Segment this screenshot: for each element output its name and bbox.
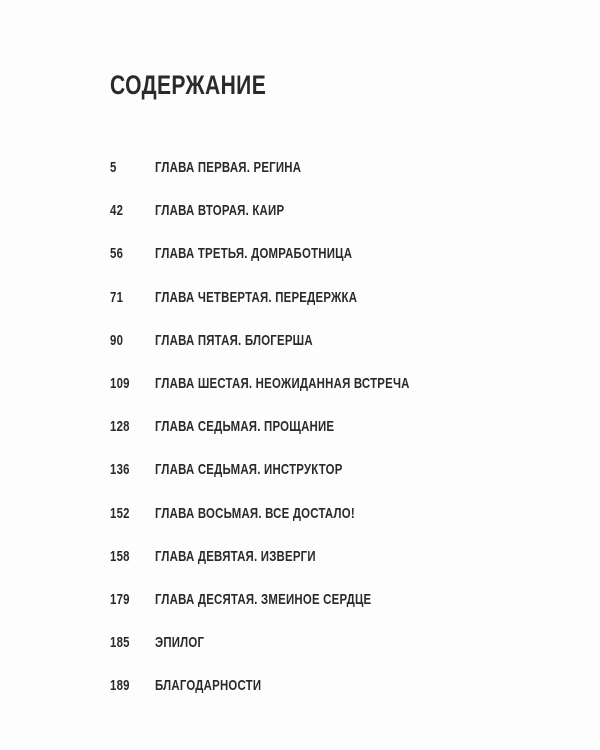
page-number: 56 [110, 245, 124, 263]
chapter-title: ГЛАВА ВОСЬМАЯ. ВСЕ ДОСТАЛО! [155, 504, 355, 522]
page-number: 185 [110, 634, 130, 652]
page-number: 109 [110, 374, 130, 392]
chapter-title: ГЛАВА ПЕРВАЯ. РЕГИНА [155, 159, 302, 176]
page-number: 136 [110, 461, 130, 479]
page-number: 158 [110, 547, 130, 565]
page-number: 128 [110, 418, 130, 436]
chapter-title: ГЛАВА СЕДЬМАЯ. ИНСТРУКТОР [155, 461, 343, 479]
page-number: 179 [110, 590, 130, 608]
chapter-title: БЛАГОДАРНОСТИ [155, 677, 262, 695]
chapter-title: ГЛАВА СЕДЬМАЯ. ПРОЩАНИЕ [155, 418, 335, 436]
chapter-title: ГЛАВА ДЕСЯТАЯ. ЗМЕИНОЕ СЕРДЦЕ [155, 590, 372, 608]
chapter-title: ГЛАВА ВТОРАЯ. КАИР [155, 202, 285, 220]
page-number: 71 [110, 288, 124, 306]
page-number: 189 [110, 677, 130, 695]
chapter-title: ЭПИЛОГ [155, 634, 205, 652]
page-number: 90 [110, 331, 124, 349]
page-number: 152 [110, 504, 130, 522]
chapter-title: ГЛАВА ЧЕТВЕРТАЯ. ПЕРЕДЕРЖКА [155, 288, 358, 306]
page-number: 42 [110, 202, 124, 220]
chapter-title: ГЛАВА ДЕВЯТАЯ. ИЗВЕРГИ [155, 547, 316, 565]
page-number: 5 [110, 159, 117, 176]
page-title: СОДЕРЖАНИЕ [110, 70, 267, 100]
chapter-title: ГЛАВА ШЕСТАЯ. НЕОЖИДАННАЯ ВСТРЕЧА [155, 374, 410, 392]
chapter-title: ГЛАВА ТРЕТЬЯ. ДОМРАБОТНИЦА [155, 245, 353, 263]
chapter-title: ГЛАВА ПЯТАЯ. БЛОГЕРША [155, 331, 313, 349]
